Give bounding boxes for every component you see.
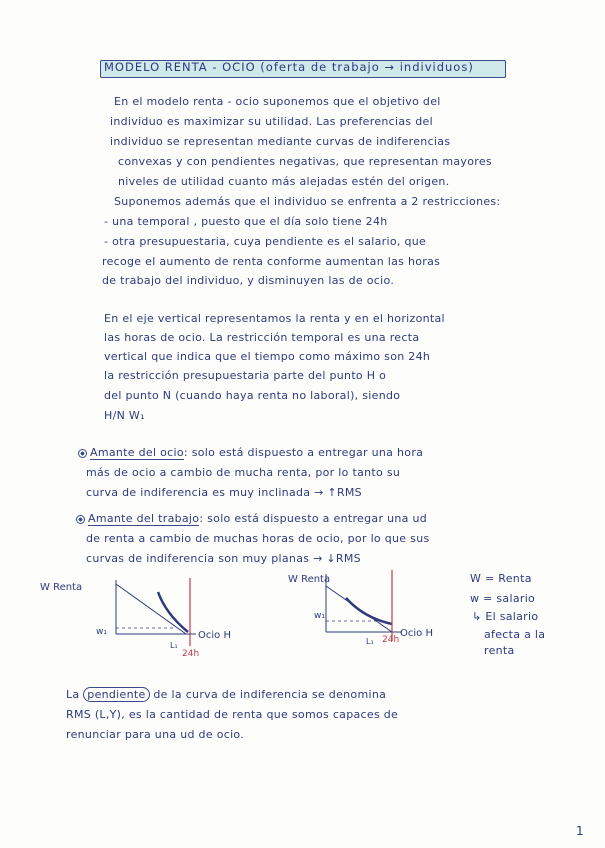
graph2-indifference-curve: [346, 598, 392, 624]
restriction-line: recoge el aumento de renta conforme aumentan las horas: [102, 255, 441, 268]
restriction-line: - una temporal , puesto que el día solo tiene 24h: [104, 215, 388, 228]
intro-line: individuo es maximizar su utilidad. Las preferencias del: [110, 115, 433, 128]
graph1-x-tick: L₁: [170, 641, 178, 650]
graph2-y-label: W Renta: [288, 574, 331, 585]
restriction-line: - otra presupuestaria, cuya pendiente es el salario, que: [104, 235, 427, 248]
legend-line: w = salario: [470, 592, 536, 605]
amante-ocio-line: más de ocio a cambio de mucha renta, por lo tanto su: [86, 466, 401, 479]
amante-trabajo-text: : solo está dispuesto a entregar una ud: [199, 512, 427, 525]
pendiente-pre: La: [66, 688, 80, 701]
amante-trabajo-line: de renta a cambio de muchas horas de ocio, por lo que sus: [86, 532, 430, 545]
legend-line: renta: [484, 644, 515, 657]
legend-line: W = Renta: [470, 572, 532, 585]
intro-line: Suponemos además que el individuo se enfrenta a 2 restricciones:: [114, 195, 501, 208]
intro-line: individuo se representan mediante curvas de indiferencias: [110, 135, 451, 148]
graph2-x-tick: L₁: [366, 637, 374, 646]
amante-ocio-line: curva de indiferencia es muy inclinada → ↑RMS: [86, 486, 362, 499]
graph2-w-label: w₁: [314, 611, 325, 621]
axes-line: vertical que indica que el tiempo como máximo son 24h: [104, 350, 431, 363]
graph1-x-label: Ocio H: [198, 630, 231, 641]
amante-trabajo-line: [88, 512, 427, 525]
bullet-icon: [76, 515, 85, 524]
amante-trabajo-line: curvas de indiferencia son muy planas → ↓RMS: [86, 552, 361, 565]
legend-line: afecta a la: [484, 628, 546, 641]
amante-trabajo-label: Amante del trabajo: [88, 512, 200, 525]
axes-line: la restricción presupuestaria parte del punto H o: [104, 369, 387, 382]
graph1-x-end: 24h: [182, 649, 200, 659]
graph2-x-end: 24h: [382, 635, 400, 645]
pendiente-line: [66, 688, 386, 701]
amante-ocio-text: : solo está dispuesto a entregar una hora: [183, 446, 424, 459]
pendiente-text: de la curva de indiferencia se denomina: [153, 688, 387, 701]
intro-line: convexas y con pendientes negativas, que representan mayores: [118, 155, 492, 168]
page-title: MODELO RENTA - OCIO (oferta de trabajo → individuos): [104, 60, 474, 74]
graph1-y-label: W Renta: [40, 582, 83, 593]
graph-amante-trabajo: [282, 566, 452, 650]
amante-ocio-label: Amante del ocio: [90, 446, 184, 459]
graph1-w-label: w₁: [96, 627, 107, 637]
intro-line: niveles de utilidad cuanto más alejadas estén del origen.: [118, 175, 450, 188]
axes-line: las horas de ocio. La restricción temporal es una recta: [104, 331, 420, 344]
graph1-indifference-curve: [158, 592, 188, 632]
graph-amante-ocio: [36, 572, 236, 662]
axes-line: H/N W₁: [104, 409, 145, 422]
bullet-icon: [78, 449, 87, 458]
intro-line: En el modelo renta - ocio suponemos que el objetivo del: [114, 95, 441, 108]
restriction-line: de trabajo del individuo, y disminuyen las de ocio.: [102, 274, 395, 287]
page-number: 1: [576, 824, 584, 838]
axes-line: del punto N (cuando haya renta no laboral), siendo: [104, 389, 401, 402]
amante-ocio-line: [90, 446, 423, 459]
pendiente-line: renunciar para una ud de ocio.: [66, 728, 245, 741]
axes-line: En el eje vertical representamos la renta y en el horizontal: [104, 312, 445, 325]
legend-line: ↳ El salario: [472, 610, 539, 623]
pendiente-circled-word: pendiente: [83, 687, 149, 702]
graph2-x-label: Ocio H: [400, 628, 433, 639]
graph1-budget-line: [116, 584, 186, 634]
pendiente-line: RMS (L,Y), es la cantidad de renta que somos capaces de: [66, 708, 399, 721]
